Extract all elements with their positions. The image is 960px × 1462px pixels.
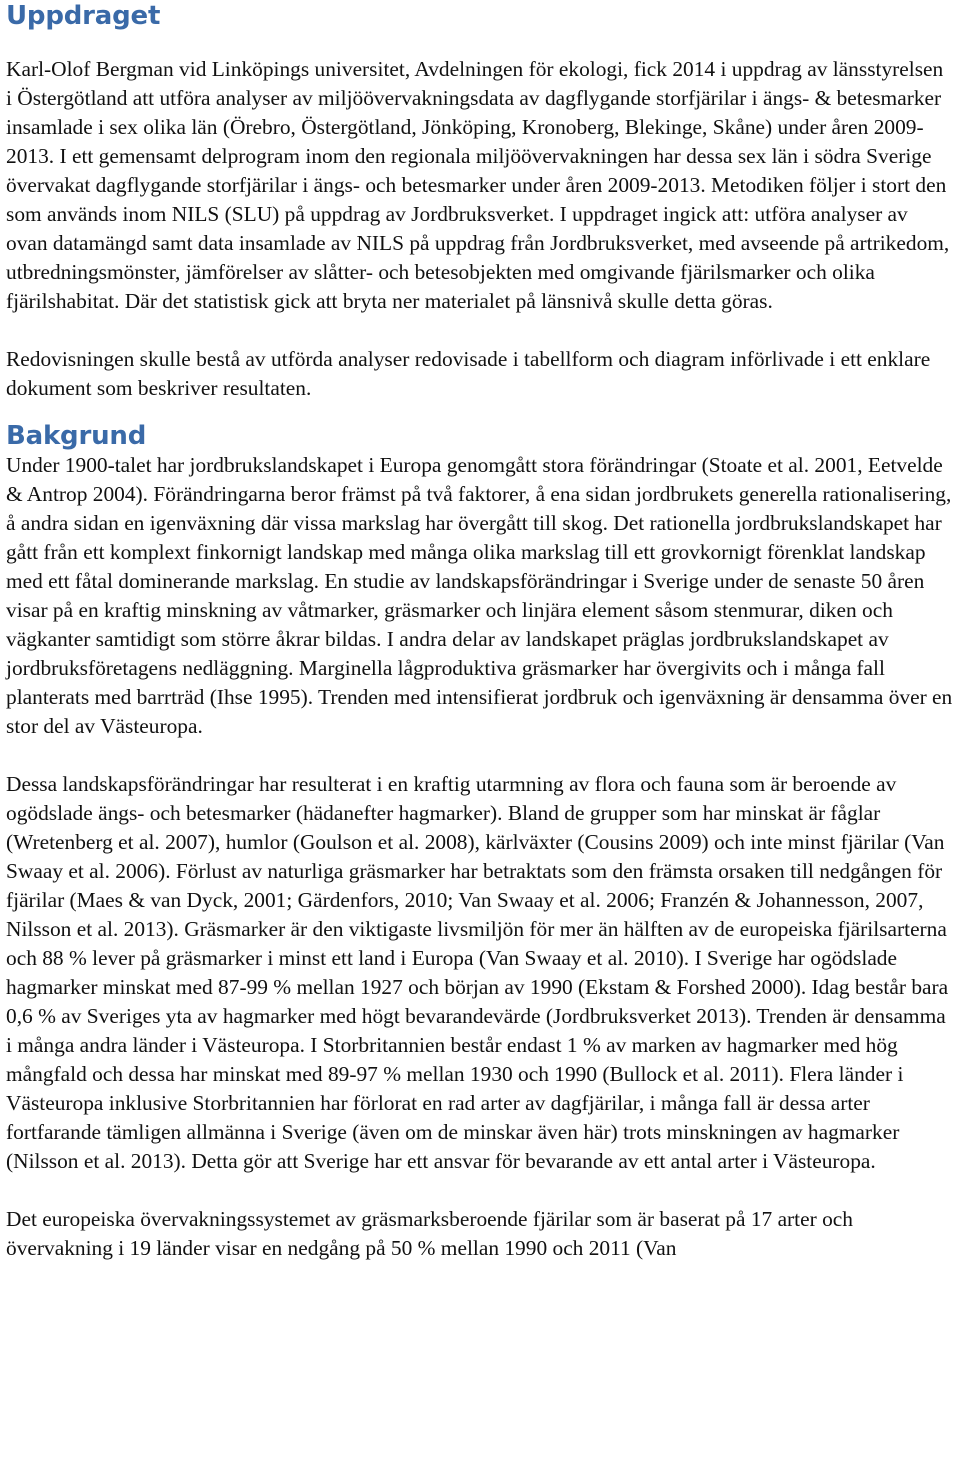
document-page [6,0,954,1263]
paragraph-uppdrag-description: Karl-Olof Bergman vid Linköpings universitet, Avdelningen för ekologi, fick 2014 i uppdrag av länsstyrelsen i Östergötland att utföra analyser av miljöövervakningsdata av dagflygande storfjärilar i ängs- & betesmarker insamlade i sex olika län (Örebro, Östergötland, Jönköping, Kronoberg, Blekinge, Skåne) under åren 2009-2013. I ett gemensamt delprogram inom den regionala miljöövervakningen har dessa sex län i södra Sverige övervakat dagflygande storfjärilar i ängs- och betesmarker under åren 2009-2013. Metodiken följer i stort den som används inom NILS (SLU) på uppdrag av Jordbruksverket. I uppdraget ingick att: utföra analyser av ovan datamängd samt data insamlade av NILS på uppdrag från Jordbruksverket, med avseende på artrikedom, utbredningsmönster, jämförelser av slåtter- och betesobjekten med omgivande fjärilsmarker och olika fjärilshabitat. Där det statistisk gick att bryta ner materialet på länsnivå skulle detta göras. [6,57,950,313]
paragraph-european-monitoring: Det europeiska övervakningssystemet av gräsmarksberoende fjärilar som är baserat på 17 arter och övervakning i 19 länder visar en nedgång på 50 % mellan 1990 och 2011 (Van [6,1207,853,1260]
paragraph-biodiversity-loss: Dessa landskapsförändringar har resulterat i en kraftig utarmning av flora och fauna som är beroende av ogödslade ängs- och betesmarker (hädanefter hagmarker). Bland de grupper som har minskat är fåglar (Wretenberg et al. 2007), humlor (Goulson et al. 2008), kärlväxter (Cousins 2009) och inte minst fjärilar (Van Swaay et al. 2006). Förlust av naturliga gräsmarker har betraktats som den främsta orsaken till nedgången för fjärilar (Maes & van Dyck, 2001; Gärdenfors, 2010; Van Swaay et al. 2006; Franzén & Johannesson, 2007, Nilsson et al. 2013). Gräsmarker är den viktigaste livsmiljön för mer än hälften av de europeiska fjärilsarterna och 88 % lever på gräsmarker i minst ett land i Europa (Van Swaay et al. 2010). I Sverige har ogödslade hagmarker minskat med 87-99 % mellan 1927 och början av 1990 (Ekstam & Forshed 2000). Idag består bara 0,6 % av Sveriges yta av hagmarker med högt bevarandevärde (Jordbruksverket 2013). Trenden är densamma i många andra länder i Västeuropa. I Storbritannien består endast 1 % av marken av hagmarker med hög mångfald och dessa har minskat med 89-97 % mellan 1930 och 1990 (Bullock et al. 2011). Flera länder i Västeuropa inklusive Storbritannien har förlorat en rad arter av dagfjärilar, i många fall är dessa arter fortfarande tämligen allmänna i Sverige (även om de minskar även här) trots minskningen av hagmarker (Nilsson et al. 2013). Detta gör att Sverige har ett ansvar för bevarande av ett antal arter i Västeuropa. [6,772,949,1173]
paragraph-redovisning: Redovisningen skulle bestå av utförda analyser redovisade i tabellform och diagram införlivade i ett enklare dokument som beskriver resultaten. [6,347,931,400]
heading-bakgrund: Bakgrund [6,421,147,451]
paragraph-landscape-changes: Under 1900-talet har jordbrukslandskapet i Europa genomgått stora förändringar (Stoate et al. 2001, Eetvelde & Antrop 2004). Förändringarna beror främst på två faktorer, å ena sidan jordbrukets generella rationalisering, å andra sidan en igenväxning där vissa markslag har övergått till skog. Det rationella jordbrukslandskapet har gått från ett komplext finkornigt landskap med många olika markslag till ett grovkornigt förenklat landskap med ett fåtal dominerande markslag. En studie av landskapsförändringar i Sverige under de senaste 50 åren visar på en kraftig minskning av våtmarker, gräsmarker och linjära element såsom stenmurar, diken och vägkanter samtidigt som större åkrar bildas. I andra delar av landskapet präglas jordbrukslandskapet av jordbruksföretagens nedläggning. Marginella lågproduktiva gräsmarker har övergivits och i många fall planterats med barrträd (Ihse 1995). Trenden med intensifierat jordbruk och igenväxning är densamma över en stor del av Västeuropa. [6,453,953,738]
heading-uppdraget: Uppdraget [6,1,161,31]
